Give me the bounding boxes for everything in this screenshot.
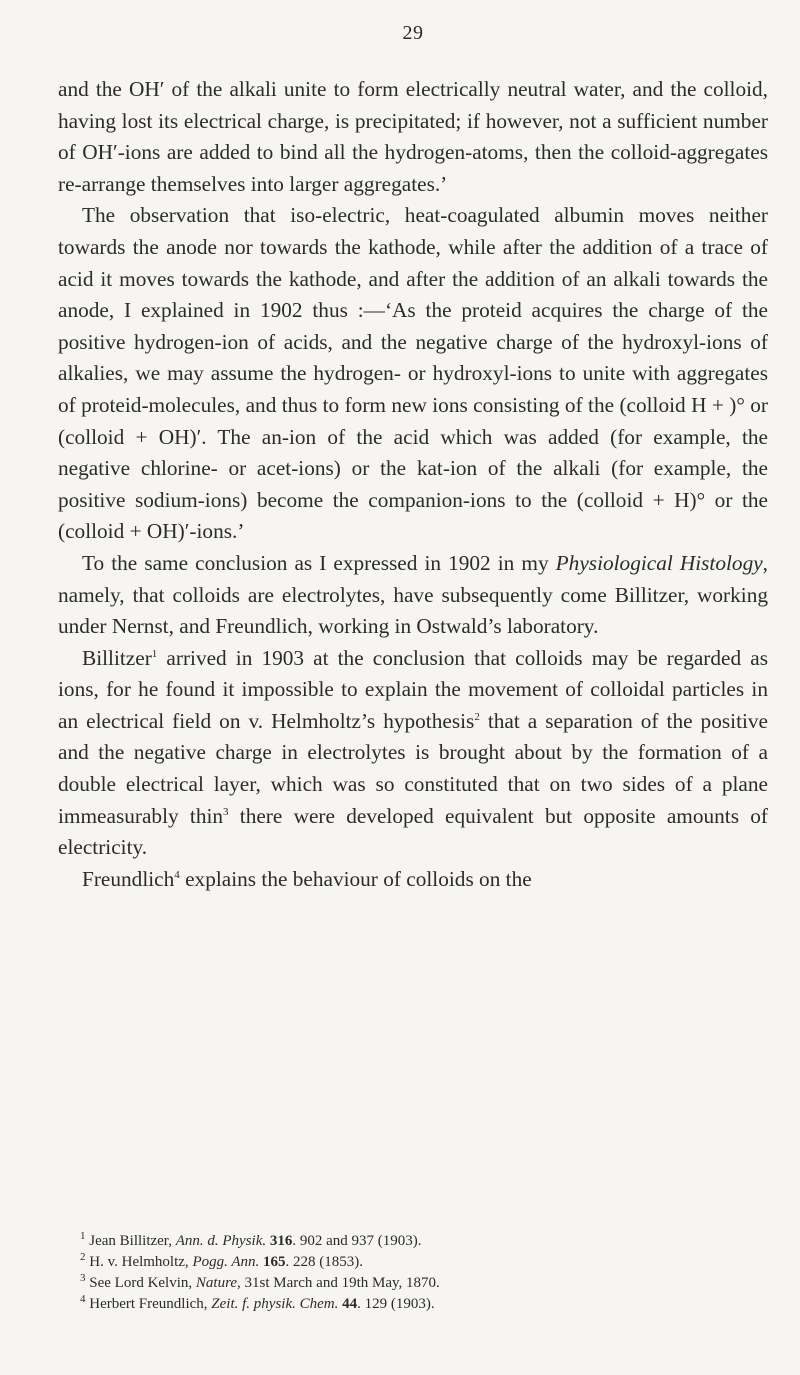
paragraph-freundlich: Freundlich$^4$ explains the behaviour of colloids on the [82, 866, 532, 891]
body-text [58, 74, 768, 895]
book-title: Physiological Histology [555, 550, 763, 575]
paragraph-albumin-observation: The observation that iso-electric, heat-coagulated albumin moves neither towards the anode nor towards the kathode, while after the addition of a trace of acid it moves towards the kathode, and after the addition of an alkali towards the anode, I explained in 1902 thus :—‘As the proteid acquires the charge of the positive hydrogen-ion of acids, and the negative charge of the hydroxyl-ions of alkalies, we may assume the hydrogen- or hydroxyl-ions to unite with aggregates of proteid-molecules, and thus to form new ions consisting of the (colloid H + )° or (colloid + OH)′. The an-ion of the acid which was added (for example, the negative chlorine- or acet-ions) or the kat-ion of the alkali (for example, the positive sodium-ions) become the companion-ions to the (colloid + H)° or the (colloid + OH)′-ions.’ [58, 203, 768, 544]
paragraph-same-conclusion: To the same conclusion as I expressed in 1902 in my Physiological Histology, namely, that colloids are electrolytes, have subsequently come Billitzer, working under Nernst, and Freundlich, working in Ostwald’s laboratory. [58, 550, 768, 639]
footnote-ref: 2 [474, 710, 480, 723]
footnote-ref: 4 [174, 868, 180, 881]
page-number: 29 [402, 22, 424, 44]
footnotes [80, 1231, 760, 1315]
footnote-ref: 3 [223, 805, 229, 818]
footnote: $^1$ Jean Billitzer, Ann. d. Physik. 316. 902 and 937 (1903). [80, 1230, 422, 1249]
footnote: $^2$ H. v. Helmholtz, Pogg. Ann. 165. 228 (1853). [80, 1251, 363, 1270]
book-page [58, 0, 768, 1375]
footnote-ref: 1 [151, 647, 158, 660]
paragraph-continuation: and the OH′ of the alkali unite to form electrically neutral water, and the colloid, having lost its electrical charge, is precipitated; if however, not a sufficient number of OH′-ions are added to bind all the hydrogen-atoms, then the colloid-aggregates re-arrange themselves into larger aggregates.’ [58, 77, 768, 196]
footnote: $^3$ See Lord Kelvin, Nature, 31st March and 19th May, 1870. [80, 1272, 440, 1291]
paragraph-billitzer: Billitzer$^1$ arrived in 1903 at the conclusion that colloids may be regarded as ions, for he found it impossible to explain the movement of colloidal particles in an electrical field on v. Helmholtz’s hypothesis$^2$ that a separation of the positive and the negative charge in electrolytes is brought about by the formation of a double electrical layer, which was so constituted that on two sides of a plane immeasurably thin$^3$ there were developed equivalent but opposite amounts of electricity. [58, 645, 768, 860]
footnote: $^4$ Herbert Freundlich, Zeit. f. physik. Chem. 44. 129 (1903). [80, 1293, 435, 1312]
